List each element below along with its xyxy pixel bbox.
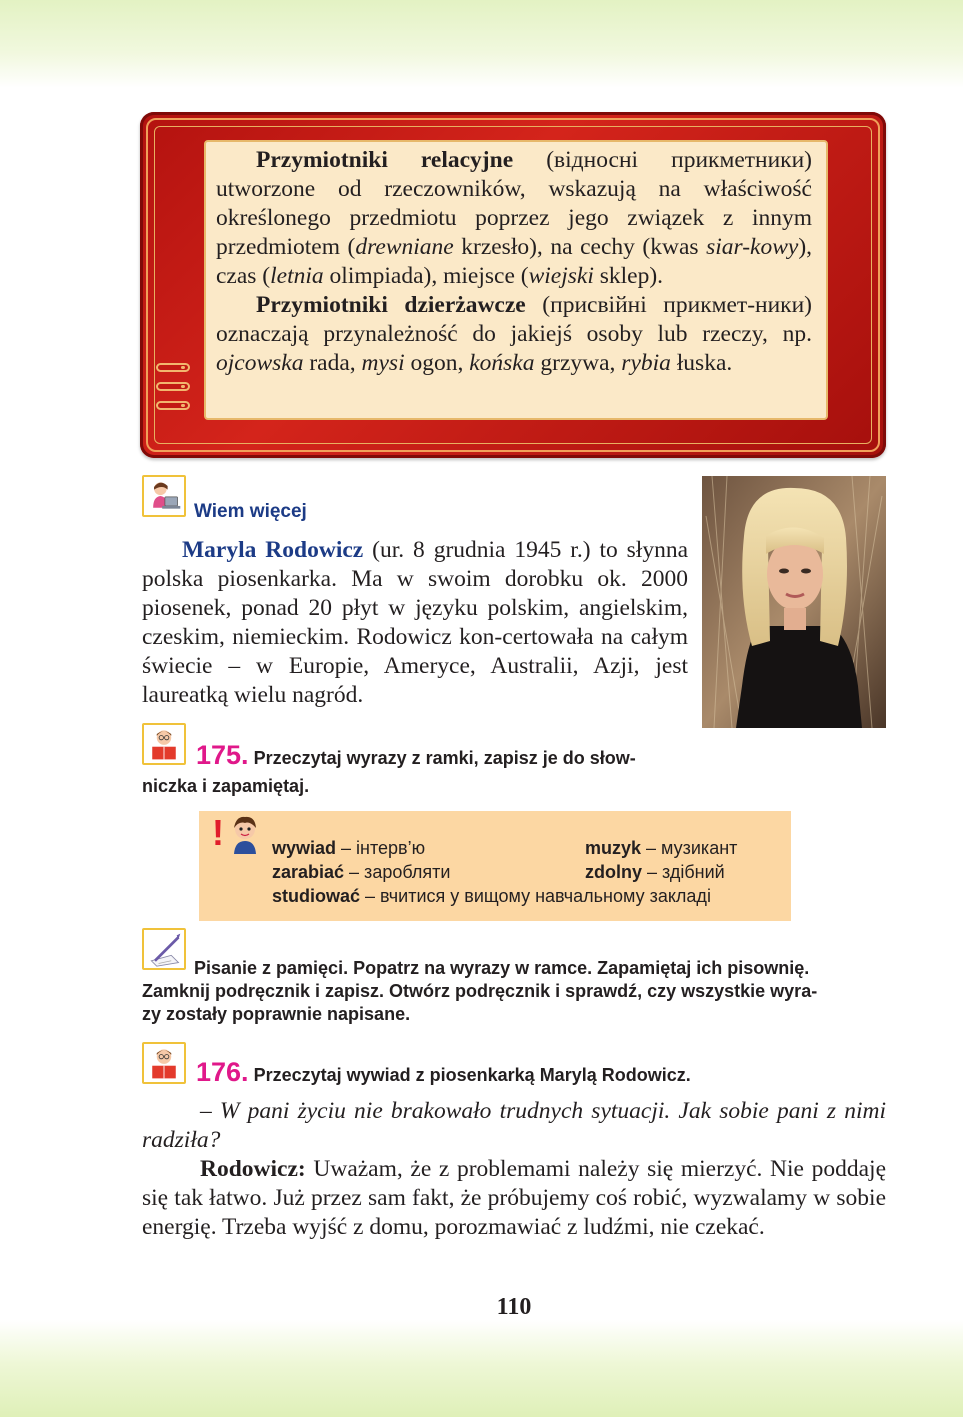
exercise-175-instruction-cont: niczka i zapamiętaj. <box>142 776 310 796</box>
writing-task-line-2: Zamknij podręcznik i zapisz. Otwórz podręcznik i sprawdź, czy wszystkie wyra- <box>142 981 818 1001</box>
top-decorative-band <box>0 0 963 88</box>
writing-task-line-1: Pisanie z pamięci. Popatrz na wyrazy w ramce. Zapamiętaj ich pisownię. <box>194 958 810 978</box>
interview-answer: Rodowicz: Uważam, że z problemami należy się mierzyć. Nie poddaję się tak łatwo. Już przez sam fakt, że próbujemy coś robić, wyzwalamy w sobie energię. Trzeba wyjść z domu, porozmawiać z ludźmi, nie czekać. <box>142 1156 886 1240</box>
example-word: końska <box>469 350 535 376</box>
exclamation-mark: ! <box>212 812 224 853</box>
example-word: letnia <box>270 263 324 289</box>
exercise-number: 176. <box>196 1057 249 1087</box>
girl-at-laptop-icon <box>142 475 186 517</box>
example-word: ojcowska <box>216 350 304 376</box>
vocabulary-list <box>272 836 792 908</box>
exercise-number: 175. <box>196 740 249 770</box>
example-word: drewniane <box>355 234 454 260</box>
vocabulary-row: wywiad – інтерв’ю muzyk – музикант <box>272 838 738 858</box>
exercise-175-instruction: 175. Przeczytaj wyrazy z ramki, zapisz je do słow- <box>196 740 636 770</box>
frame-tab-decoration <box>156 382 190 391</box>
interview-question: – W pani życiu nie brakowało trudnych sytuacji. Jak sobie pani z nimi radziła? <box>142 1098 886 1153</box>
rule-paragraph-relational: Przymiotniki relacyjne (відносні прикметники) utworzone od rzeczowników, wskazują na właściwość określonego przedmiotu poprzez jego związek z innym przedmiotem (drewniane krzesło), na cechy (kwas siar-kowy), czas (letnia olimpiada), miejsce (wiejski sklep). <box>216 147 813 289</box>
example-word: siar-kowy <box>706 234 799 260</box>
vocabulary-row: studiować – вчитися у вищому навчальному закладі <box>272 886 711 906</box>
reading-boy-icon <box>142 1042 186 1084</box>
portrait-photo <box>702 476 886 728</box>
term-possessive-adjectives: Przymiotniki dzierżawcze <box>256 292 526 318</box>
example-word: wiejski <box>528 263 594 289</box>
person-name: Maryla Rodowicz <box>182 537 364 563</box>
rule-paragraph-possessive: Przymiotniki dzierżawcze (присвійні прикмет-ники) oznaczają przynależność do jakiejś osoby lub rzeczy, np. ojcowska rada, mysi ogon, końska grzywa, rybia łuska. <box>216 292 812 376</box>
thinking-girl-icon <box>226 814 264 854</box>
bottom-decorative-band <box>0 1320 963 1417</box>
term-relational-adjectives: Przymiotniki relacyjne <box>256 147 514 173</box>
example-word: rybia <box>621 350 671 376</box>
example-word: mysi <box>361 350 405 376</box>
page-number: 110 <box>496 1294 532 1320</box>
reading-boy-icon <box>142 723 186 765</box>
section-heading-wiem-wiecej: Wiem więcej <box>194 501 307 522</box>
writing-task-line-3: zy zostały poprawnie napisane. <box>142 1004 411 1024</box>
frame-tab-decoration <box>156 401 190 410</box>
speaker-label: Rodowicz: <box>200 1156 306 1182</box>
pen-writing-icon <box>142 928 186 970</box>
vocabulary-row: zarabiać – заробляти zdolny – здібний <box>272 862 725 882</box>
interview-text <box>142 1097 886 1242</box>
grammar-rule-text <box>216 146 812 378</box>
exercise-176-instruction: 176. Przeczytaj wywiad z piosenkarką Marylą Rodowicz. <box>196 1057 691 1087</box>
frame-tab-decoration <box>156 363 190 372</box>
biography-text: Maryla Rodowicz (ur. 8 grudnia 1945 r.) to słynna polska piosenkarka. Ma w swoim dorobku ok. 2000 piosenek, ponad 20 płyt w języku polskim, angielskim, czeskim, niemieckim. Rodowicz kon-certowała na całym świecie – w Europie, Ameryce, Australii, Azji, jest laureatką wielu nagród. <box>142 537 688 708</box>
